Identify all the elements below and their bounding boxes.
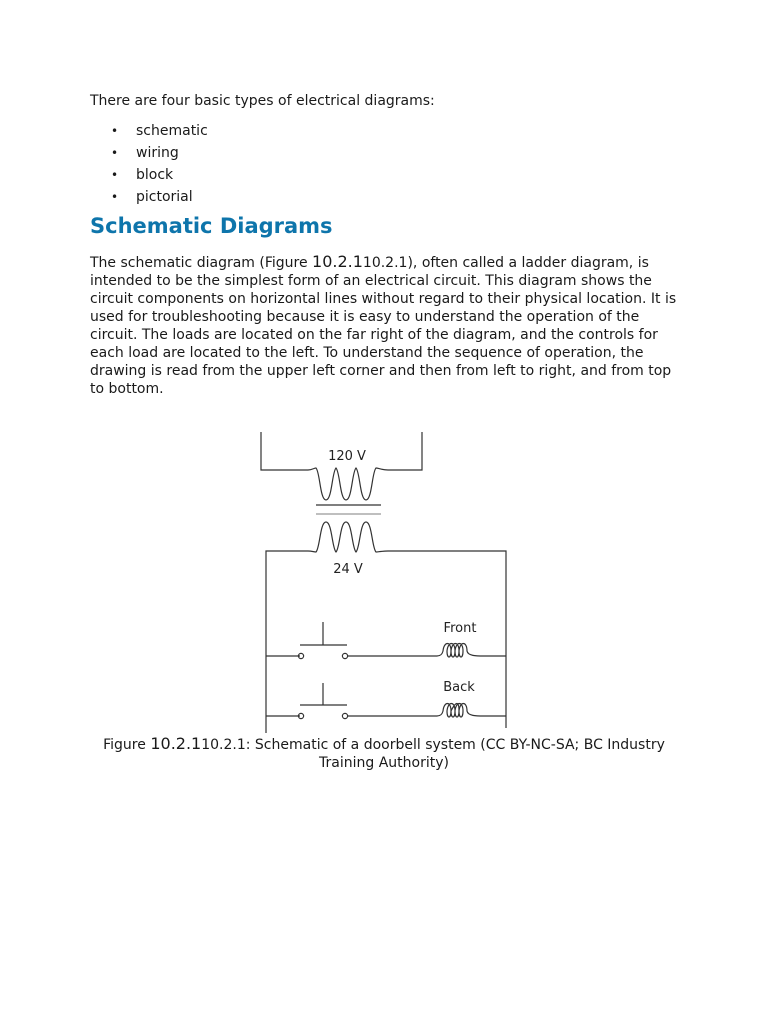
list-item: • pictorial — [90, 186, 680, 208]
back-bell-coil — [437, 704, 484, 718]
list-item: • schematic — [90, 120, 680, 142]
body-paragraph — [90, 253, 680, 398]
diagram-types-list — [90, 120, 680, 208]
list-item: • wiring — [90, 142, 680, 164]
paragraph-start: The schematic diagram (Figure — [90, 255, 313, 271]
caption-text: : Schematic of a doorbell system (CC BY-NC-SA; BC Industry Training Authority) — [245, 737, 665, 771]
figure-ref-text: 10.2.1 — [362, 255, 408, 271]
switch-2-contact-right — [342, 713, 347, 718]
figure-caption — [90, 735, 678, 772]
caption-ref-math: 10.2.1 — [150, 734, 202, 753]
doorbell-schematic-figure — [0, 425, 768, 745]
secondary-coil — [308, 522, 388, 552]
caption-prefix: Figure — [103, 737, 151, 753]
front-bell-coil — [437, 644, 484, 658]
primary-coil — [308, 468, 388, 500]
primary-voltage-label: 120 V — [328, 449, 366, 464]
secondary-voltage-label: 24 V — [333, 562, 363, 577]
section-heading: Schematic Diagrams — [90, 214, 333, 238]
schematic-diagram — [0, 425, 768, 745]
front-bell-label: Front — [443, 621, 477, 636]
switch-1-contact-right — [342, 653, 347, 658]
paragraph-rest: ), often called a ladder diagram, is intended to be the simplest form of an electrical circuit. This diagram shows the circuit components on horizontal lines without regard to their physical location. It is used for troubleshooting because it is easy to understand the operation of the circuit. The loads are located on the far right of the diagram, and the controls for each load are located to the left. To understand the sequence of operation, the drawing is read from the upper left corner and then from left to right, and from top to bottom. — [90, 255, 677, 397]
document-body — [90, 92, 680, 398]
figure-ref-math: 10.2.1 — [312, 252, 363, 271]
list-item: • block — [90, 164, 680, 186]
intro-text: There are four basic types of electrical diagrams: — [90, 93, 435, 109]
caption-ref-text: 10.2.1 — [201, 737, 246, 753]
back-bell-label: Back — [443, 680, 475, 695]
secondary-wire — [266, 551, 506, 733]
